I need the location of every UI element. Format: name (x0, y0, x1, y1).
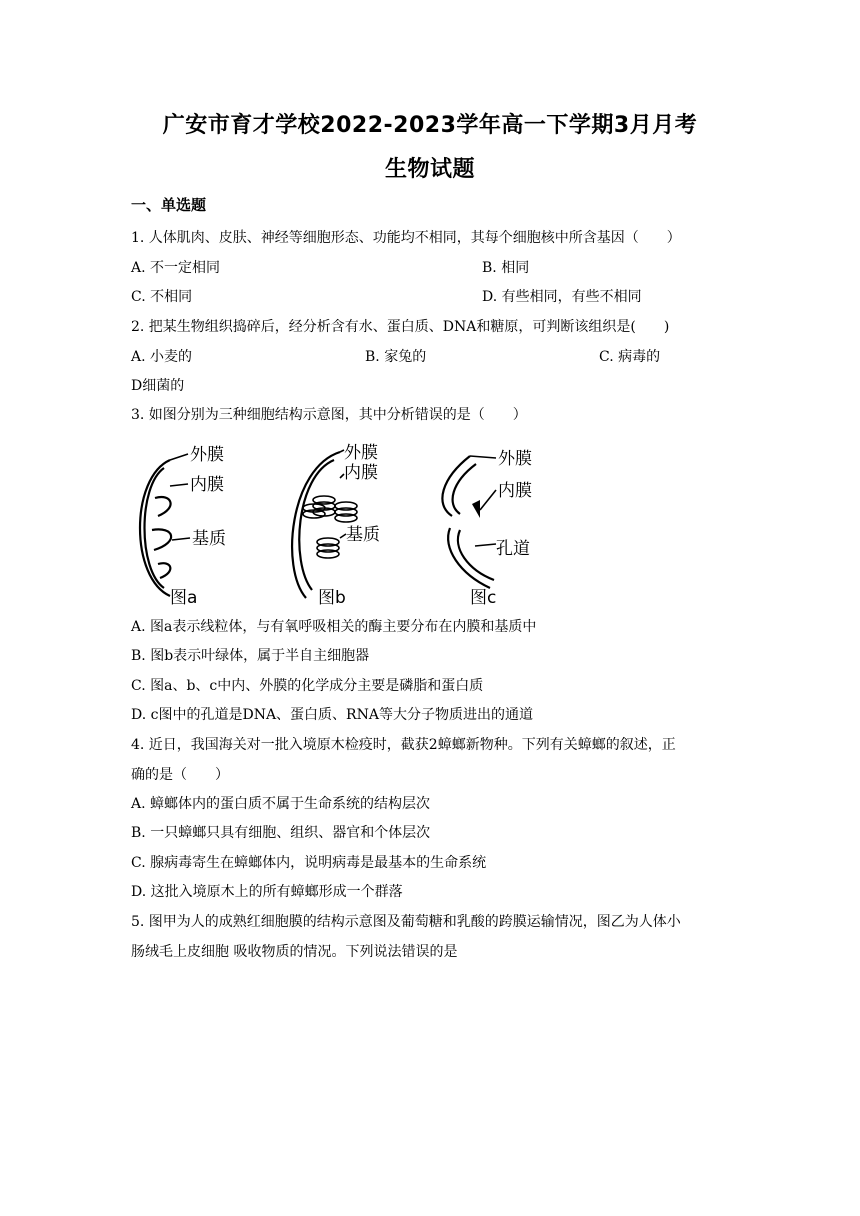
section-heading: 一、单选题 (131, 196, 207, 214)
figure-a-mitochondrion (140, 454, 190, 596)
q2-option-a: A. 小麦的 (131, 349, 193, 365)
q4-option-a: A. 蟑螂体内的蛋白质不属于生命系统的结构层次 (131, 796, 431, 812)
fig-b-label-matrix: 基质 (346, 525, 380, 545)
fig-a-caption: 图a (170, 588, 198, 608)
organelle-figure (130, 438, 550, 610)
fig-a-label-matrix: 基质 (192, 529, 226, 549)
fig-a-label-inner: 内膜 (190, 475, 224, 495)
fig-b-label-outer: 外膜 (344, 443, 378, 463)
q3-option-c: C. 图a、b、c中内、外膜的化学成分主要是磷脂和蛋白质 (131, 678, 484, 694)
exam-title: 广安市育才学校2022-2023学年高一下学期3月月考 (162, 113, 698, 138)
fig-a-label-outer: 外膜 (190, 445, 224, 465)
q1-option-d: D. 有些相同，有些不相同 (482, 289, 642, 305)
q1-option-c: C. 不相同 (131, 289, 193, 305)
question-4-stem-line2: 确的是（ ） (131, 767, 229, 783)
q4-option-b: B. 一只蟑螂只具有细胞、组织、器官和个体层次 (131, 825, 431, 841)
q3-option-d: D. c图中的孔道是DNA、蛋白质、RNA等大分子物质进出的通道 (131, 707, 533, 723)
q2-option-d: D细菌的 (131, 378, 185, 394)
exam-subtitle: 生物试题 (384, 157, 475, 182)
q4-option-c: C. 腺病毒寄生在蟑螂体内，说明病毒是最基本的生命系统 (131, 855, 487, 871)
q2-option-c: C. 病毒的 (599, 349, 661, 365)
question-5-stem-line2: 肠绒毛上皮细胞 吸收物质的情况。下列说法错误的是 (131, 944, 458, 960)
question-5-stem-line1: 5. 图甲为人的成熟红细胞膜的结构示意图及葡萄糖和乳酸的跨膜运输情况，图乙为人体小 (131, 914, 681, 930)
q3-option-a: A. 图a表示线粒体，与有氧呼吸相关的酶主要分布在内膜和基质中 (131, 619, 537, 635)
fig-c-label-outer: 外膜 (498, 449, 532, 469)
fig-c-label-inner: 内膜 (498, 481, 532, 501)
fig-c-caption: 图c (470, 588, 497, 608)
q3-option-b: B. 图b表示叶绿体，属于半自主细胞器 (131, 648, 370, 664)
question-4-stem-line1: 4. 近日，我国海关对一批入境原木检疫时，截获2蟑螂新物种。下列有关蟑螂的叙述，正 (131, 737, 676, 753)
question-3-stem: 3. 如图分别为三种细胞结构示意图，其中分析错误的是（ ） (131, 407, 527, 423)
q4-option-d: D. 这批入境原木上的所有蟑螂形成一个群落 (131, 884, 403, 900)
fig-b-label-inner: 内膜 (344, 463, 378, 483)
question-1-stem: 1. 人体肌肉、皮肤、神经等细胞形态、功能均不相同，其每个细胞核中所含基因（ ） (131, 230, 681, 246)
q1-option-b: B. 相同 (482, 260, 530, 276)
fig-c-label-pore: 孔道 (496, 539, 530, 559)
q2-option-b: B. 家兔的 (365, 349, 427, 365)
figure-c-nucleus (442, 456, 496, 588)
q1-option-a: A. 不一定相同 (131, 260, 221, 276)
fig-b-caption: 图b (318, 588, 346, 608)
question-2-stem: 2. 把某生物组织捣碎后，经分析含有水、蛋白质、DNA和糖原，可判断该组织是( ) (131, 319, 670, 335)
